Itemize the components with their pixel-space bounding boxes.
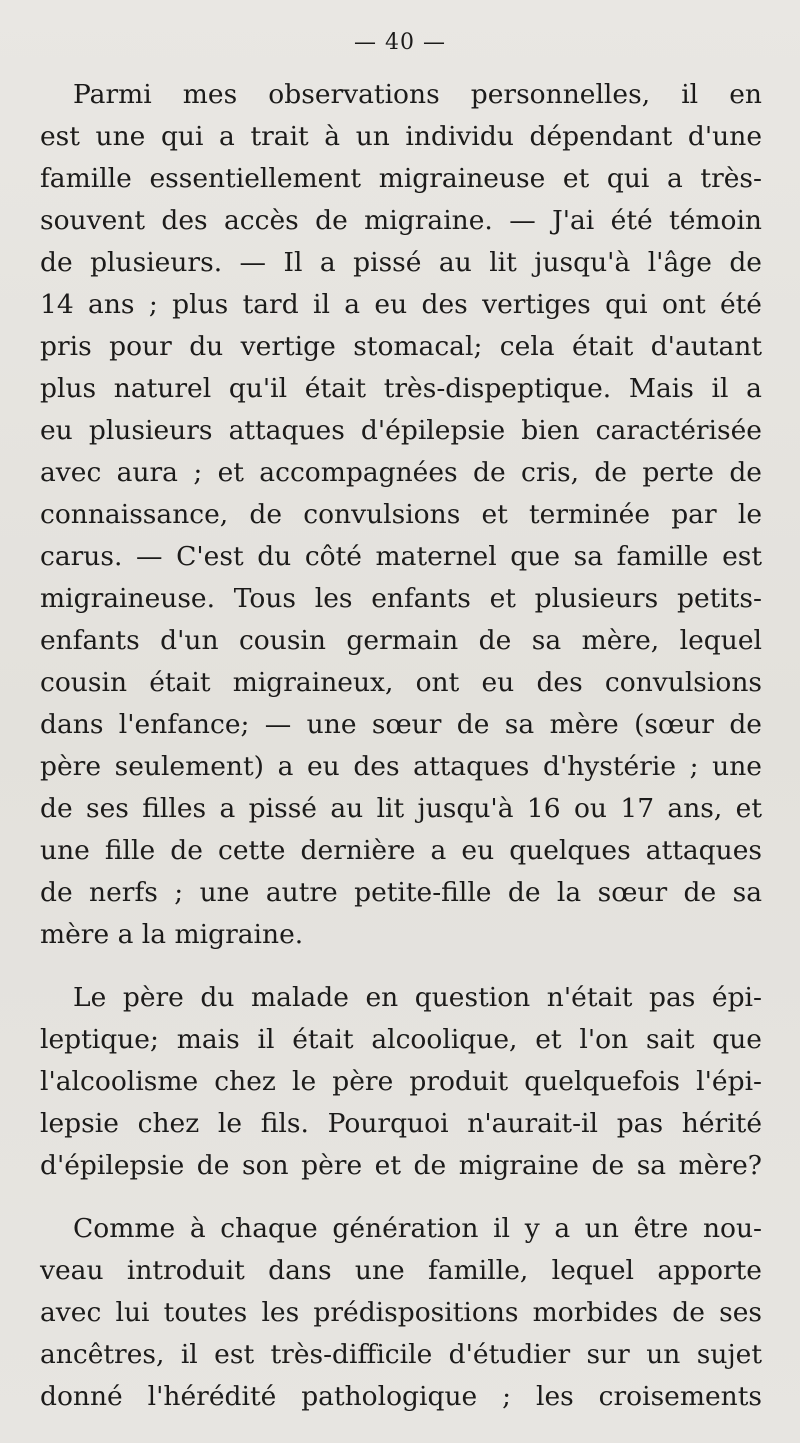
text-line: migraineuse. Tous les enfants et plusieurs petits- (40, 583, 762, 614)
text-line: pris pour du vertige stomacal; cela était d'autant (40, 331, 762, 362)
text-line: une fille de cette dernière a eu quelques attaques (40, 835, 762, 866)
text-line: ancêtres, il est très-difficile d'étudier sur un sujet (40, 1339, 762, 1370)
text-line: donné l'hérédité pathologique ; les croisements (40, 1381, 762, 1412)
text-line: cousin était migraineux, ont eu des convulsions (40, 667, 762, 698)
text-line: dans l'enfance; — une sœur de sa mère (sœur de (40, 709, 762, 740)
text-line: enfants d'un cousin germain de sa mère, lequel (40, 625, 762, 656)
text-line: lepsie chez le fils. Pourquoi n'aurait-il pas hérité (40, 1108, 762, 1139)
text-line: 14 ans ; plus tard il a eu des vertiges qui ont été (40, 289, 762, 320)
text-line: Parmi mes observations personnelles, il en (73, 79, 762, 110)
text-line: de nerfs ; une autre petite-fille de la sœur de sa (40, 877, 762, 908)
text-line: Le père du malade en question n'était pas épi- (73, 982, 762, 1013)
text-line: de plusieurs. — Il a pissé au lit jusqu'à l'âge de (40, 247, 762, 278)
text-line: famille essentiellement migraineuse et qui a très- (40, 163, 762, 194)
text-line: mère a la migraine. (40, 919, 304, 950)
paragraph-3 (40, 1208, 762, 1418)
text-line: souvent des accès de migraine. — J'ai été témoin (40, 205, 762, 236)
paragraph-1 (40, 74, 762, 956)
text-line: plus naturel qu'il était très-dispeptique. Mais il a (40, 373, 762, 404)
text-line: avec aura ; et accompagnées de cris, de perte de (40, 457, 762, 488)
text-line: connaissance, de convulsions et terminée par le (40, 499, 762, 530)
body-text (40, 74, 762, 1418)
text-line: de ses filles a pissé au lit jusqu'à 16 ou 17 ans, et (40, 793, 762, 824)
text-line: est une qui a trait à un individu dépendant d'une (40, 121, 762, 152)
text-line: avec lui toutes les prédispositions morbides de ses (40, 1297, 762, 1328)
page-number: — 40 — (354, 30, 446, 55)
paragraph-2 (40, 977, 762, 1187)
text-line: veau introduit dans une famille, lequel apporte (40, 1255, 762, 1286)
text-line: eu plusieurs attaques d'épilepsie bien caractérisée (40, 415, 762, 446)
text-line: l'alcoolisme chez le père produit quelquefois l'épi- (40, 1066, 762, 1097)
text-line: Comme à chaque génération il y a un être nou- (73, 1213, 762, 1244)
text-line: carus. — C'est du côté maternel que sa famille est (40, 541, 762, 572)
text-line: leptique; mais il était alcoolique, et l'on sait que (40, 1024, 762, 1055)
text-line: d'épilepsie de son père et de migraine de sa mère? (40, 1150, 762, 1181)
text-line: père seulement) a eu des attaques d'hystérie ; une (40, 751, 762, 782)
